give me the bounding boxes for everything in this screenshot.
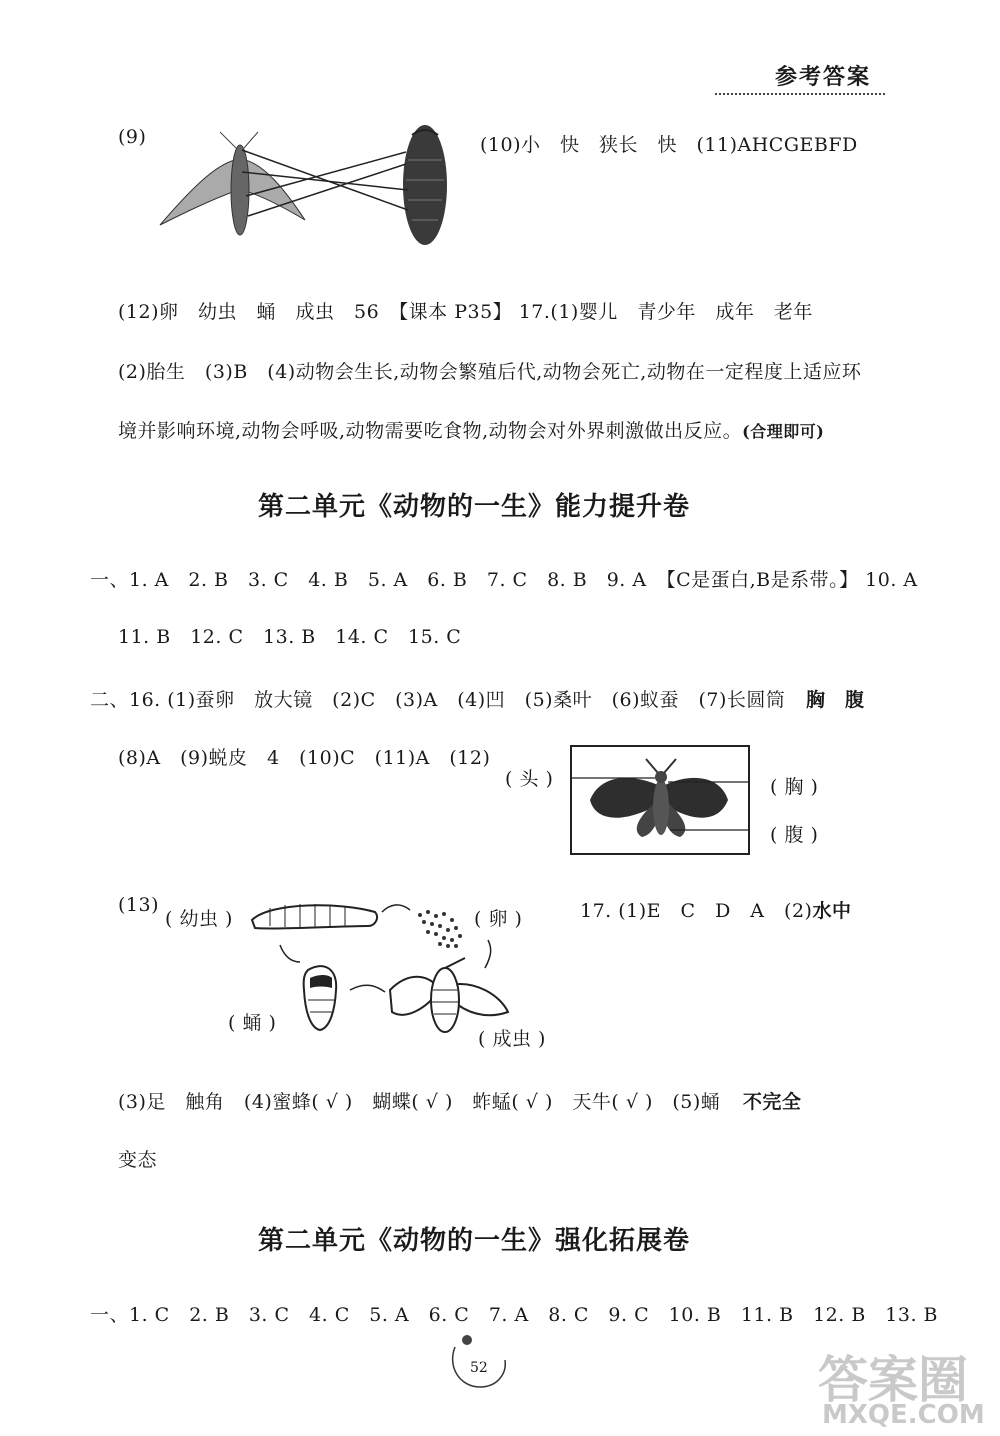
cycle-label-adult: ( 成虫 ) [478,1028,546,1050]
s1-q13-label: (13) [118,894,160,916]
match-line [246,152,406,196]
q9-moth-pupa-matching-figure [150,120,470,260]
q17-2-4-answers: (2)胎生 (3)B (4)动物会生长,动物会繁殖后代,动物会死亡,动物在一定程度上适应环 [118,361,862,383]
adult-moth-figure [390,958,508,1032]
q9-label: (9) [118,126,147,148]
cocoon-pupa-figure [304,966,337,1030]
s1-q17-continued: 变态 [118,1149,158,1171]
header-divider [715,93,885,95]
s1-q17-bold: 水中 [812,900,852,922]
pupa-figure [403,125,447,245]
arrow-egg-to-larva [382,905,410,912]
moth-silhouette [590,759,728,837]
q10-q11-answers: (10)小 快 狭长 快 (11)AHCGEBFD [480,134,858,156]
egg-cluster [418,910,462,948]
q17-4-note: (合理即可) [742,422,825,441]
s1-q17-answers [580,896,851,923]
page-number: 52 [470,1360,488,1376]
larva-figure [252,904,377,929]
s1-q16-line1 [90,685,864,712]
s1-q16-text: 二、16. (1)蚕卵 放大镜 (2)C (3)A (4)凹 (5)桑叶 (6)蚁蚕 (7)长圆筒 [90,689,786,711]
arrow-pupa-to-adult [350,985,385,992]
s1-mc-line1: 一、1. A 2. B 3. C 4. B 5. A 6. B 7. C 8. B 9. A 【C是蛋白,B是系带。】 10. A [90,569,918,591]
s1-q16-bold: 胸 腹 [805,689,865,711]
s1-q17-3-5-bold: 不完全 [742,1091,802,1113]
watermark-url: MXQE.COM [822,1400,985,1430]
watermark-logo: 答案圈 [818,1351,968,1409]
header-title: 参考答案 [775,64,872,90]
arrow-adult-to-egg [485,940,491,968]
arrow-larva-to-pupa [280,945,300,962]
s1-q17-3-5 [118,1087,801,1114]
moth-figure [160,132,305,235]
moth-diagram [570,745,750,855]
moth-label-head: ( 头 ) [505,768,554,790]
cycle-label-larva: ( 幼虫 ) [165,908,233,930]
moth-label-abdomen: ( 腹 ) [770,824,819,846]
section-title-extension: 第二单元《动物的一生》强化拓展卷 [258,1226,691,1256]
s2-mc-line1: 一、1. C 2. B 3. C 4. C 5. A 6. C 7. A 8. C 9. C 10. B 11. B 12. B 13. B [90,1304,939,1326]
moth-label-chest: ( 胸 ) [770,776,819,798]
s1-q16-line2: (8)A (9)蜕皮 4 (10)C (11)A (12) [118,747,491,769]
s1-mc-line2: 11. B 12. C 13. B 14. C 15. C [118,626,462,648]
q17-4-text: 境并影响环境,动物会呼吸,动物需要吃食物,动物会对外界刺激做出反应。 [118,420,743,442]
q12-q17-answers: (12)卵 幼虫 蛹 成虫 56 【课本 P35】 17.(1)婴儿 青少年 成年 老年 [118,301,813,323]
s1-q17-3-5-text: (3)足 触角 (4)蜜蜂( √ ) 蝴蝶( √ ) 蚱蜢( √ ) 天牛( √ ) (5)蛹 [118,1091,721,1113]
section-title-ability: 第二单元《动物的一生》能力提升卷 [258,492,691,522]
s1-q17-text: 17. (1)E C D A (2) [580,900,813,922]
q17-4-continued [118,416,824,443]
cycle-label-pupa: ( 蛹 ) [228,1012,277,1034]
cycle-label-egg: ( 卵 ) [474,908,523,930]
